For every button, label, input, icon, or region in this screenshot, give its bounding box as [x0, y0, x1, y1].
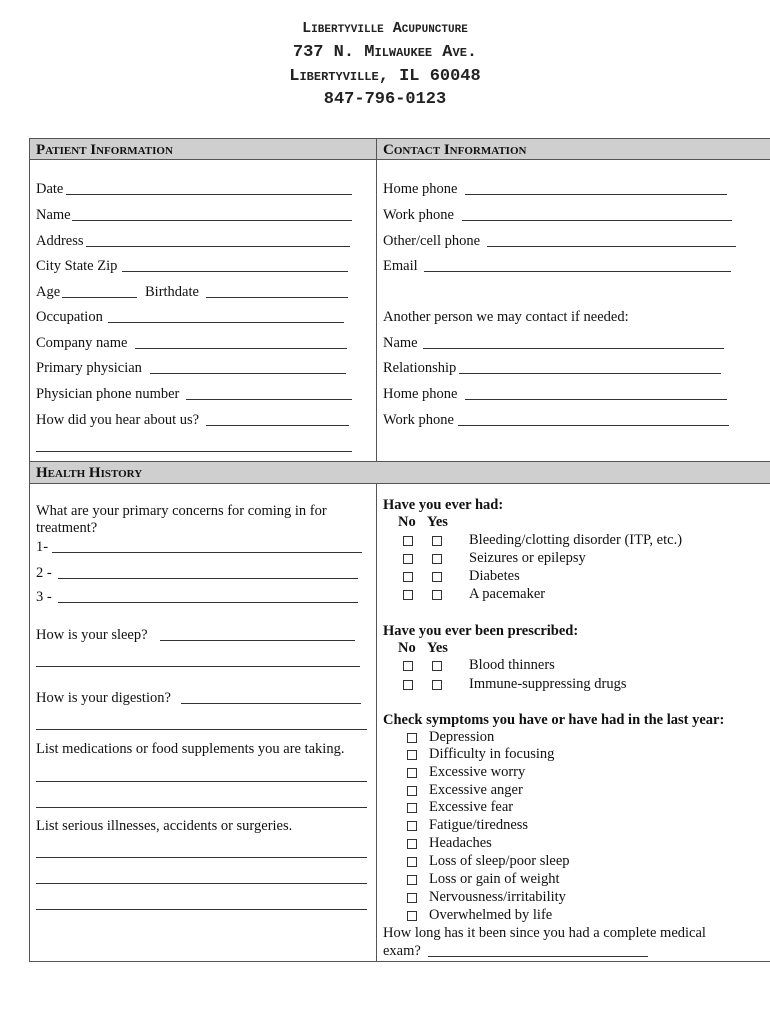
symptom-label: Excessive anger	[429, 782, 523, 798]
city-state-zip-label: City State Zip	[36, 258, 118, 274]
bleeding-yes-checkbox[interactable]	[432, 536, 442, 546]
city-state-zip-field[interactable]	[122, 257, 348, 272]
symptom-checkbox[interactable]	[407, 875, 417, 885]
physician-phone-field[interactable]	[186, 385, 352, 400]
digestion-field[interactable]	[181, 689, 361, 704]
sleep-field[interactable]	[160, 626, 355, 641]
exam-field[interactable]	[428, 942, 648, 957]
concerns-question: What are your primary concerns for coming in for	[36, 503, 327, 519]
symptom-label: Excessive worry	[429, 764, 526, 780]
symptom-label: Depression	[429, 729, 495, 745]
concern-1-field[interactable]	[52, 538, 362, 553]
symptom-checkbox[interactable]	[407, 786, 417, 796]
blood-thinners-label: Blood thinners	[469, 657, 555, 673]
cell-phone-label: Other/cell phone	[383, 233, 481, 249]
illnesses-field-1[interactable]	[36, 843, 367, 858]
sleep-field-line2[interactable]	[36, 652, 360, 667]
relationship-label: Relationship	[383, 360, 457, 376]
concern-3-label: 3 -	[36, 589, 52, 605]
immune-yes-checkbox[interactable]	[432, 680, 442, 690]
sleep-label: How is your sleep?	[36, 627, 148, 643]
symptom-label: Excessive fear	[429, 799, 514, 815]
bleeding-no-checkbox[interactable]	[403, 536, 413, 546]
name-label: Name	[36, 207, 71, 223]
diabetes-label: Diabetes	[469, 568, 520, 584]
symptom-checkbox[interactable]	[407, 911, 417, 921]
symptom-checkbox[interactable]	[407, 893, 417, 903]
clinic-address: 737 N. Milwaukee Ave.	[292, 43, 478, 62]
immune-no-checkbox[interactable]	[403, 680, 413, 690]
date-label: Date	[36, 181, 64, 197]
symptom-checkbox[interactable]	[407, 821, 417, 831]
medications-field-2[interactable]	[36, 793, 367, 808]
ever-had-yes-header: Yes	[427, 514, 448, 530]
blood-thinners-no-checkbox[interactable]	[403, 661, 413, 671]
symptom-label: Nervousness/irritability	[429, 889, 566, 905]
health-history-header: Health History	[29, 461, 770, 484]
bottom-column-divider	[376, 483, 377, 961]
address-label: Address	[36, 233, 84, 249]
digestion-field-line2[interactable]	[36, 715, 367, 730]
illnesses-field-2[interactable]	[36, 869, 367, 884]
symptoms-heading: Check symptoms you have or have had in the last year:	[383, 712, 725, 728]
pacemaker-label: A pacemaker	[469, 586, 546, 602]
physician-field[interactable]	[150, 359, 346, 374]
symptom-label: Fatigue/tiredness	[429, 817, 529, 833]
contact-home-phone-label: Home phone	[383, 386, 458, 402]
blood-thinners-yes-checkbox[interactable]	[432, 661, 442, 671]
prescribed-no-header: No	[398, 640, 416, 656]
work-phone-label: Work phone	[383, 207, 454, 223]
clinic-city: Libertyville, IL 60048	[289, 67, 481, 86]
emergency-contact-label: Another person we may contact if needed:	[383, 309, 629, 325]
address-field[interactable]	[86, 232, 350, 247]
symptom-checkbox[interactable]	[407, 750, 417, 760]
birthdate-field[interactable]	[206, 283, 348, 298]
pacemaker-yes-checkbox[interactable]	[432, 590, 442, 600]
referral-label: How did you hear about us?	[36, 412, 200, 428]
cell-phone-field[interactable]	[487, 232, 736, 247]
name-field[interactable]	[72, 206, 352, 221]
physician-phone-label: Physician phone number	[36, 386, 180, 402]
symptom-checkbox[interactable]	[407, 857, 417, 867]
home-phone-label: Home phone	[383, 181, 458, 197]
pacemaker-no-checkbox[interactable]	[403, 590, 413, 600]
ever-had-heading: Have you ever had:	[383, 497, 504, 513]
symptom-checkbox[interactable]	[407, 733, 417, 743]
seizures-no-checkbox[interactable]	[403, 554, 413, 564]
contact-info-header: Contact Information	[376, 138, 770, 160]
illnesses-label: List serious illnesses, accidents or surgeries.	[36, 818, 293, 834]
top-column-divider	[376, 138, 377, 461]
seizures-label: Seizures or epilepsy	[469, 550, 586, 566]
occupation-label: Occupation	[36, 309, 103, 325]
email-label: Email	[383, 258, 418, 274]
company-field[interactable]	[135, 334, 347, 349]
symptom-checkbox[interactable]	[407, 839, 417, 849]
symptom-checkbox[interactable]	[407, 768, 417, 778]
bleeding-label: Bleeding/clotting disorder (ITP, etc.)	[469, 532, 683, 548]
contact-work-phone-field[interactable]	[458, 411, 729, 426]
medications-label: List medications or food supplements you are taking.	[36, 741, 345, 757]
symptom-label: Loss or gain of weight	[429, 871, 560, 887]
prescribed-yes-header: Yes	[427, 640, 448, 656]
birthdate-label: Birthdate	[145, 284, 199, 300]
physician-label: Primary physician	[36, 360, 142, 376]
referral-field[interactable]	[206, 411, 349, 426]
age-label: Age	[36, 284, 61, 300]
patient-info-header: Patient Information	[29, 138, 377, 160]
symptom-label: Difficulty in focusing	[429, 746, 555, 762]
occupation-field[interactable]	[108, 308, 344, 323]
diabetes-no-checkbox[interactable]	[403, 572, 413, 582]
contact-home-phone-field[interactable]	[465, 385, 727, 400]
concern-1-label: 1-	[36, 539, 49, 555]
medications-field-1[interactable]	[36, 767, 367, 782]
age-field[interactable]	[62, 283, 137, 298]
clinic-name: Libertyville Acupuncture	[302, 20, 468, 37]
symptom-label: Loss of sleep/poor sleep	[429, 853, 570, 869]
concern-2-label: 2 -	[36, 565, 52, 581]
clinic-phone: 847-796-0123	[323, 90, 447, 109]
seizures-yes-checkbox[interactable]	[432, 554, 442, 564]
illnesses-field-3[interactable]	[36, 895, 367, 910]
symptom-label: Headaches	[429, 835, 492, 851]
contact-name-field[interactable]	[423, 334, 724, 349]
date-field[interactable]	[66, 180, 352, 195]
referral-field-line2[interactable]	[36, 437, 352, 452]
work-phone-field[interactable]	[462, 206, 732, 221]
home-phone-field[interactable]	[465, 180, 727, 195]
concerns-question-cont: treatment?	[36, 520, 98, 536]
exam-question-cont: exam?	[383, 943, 421, 959]
relationship-field[interactable]	[459, 359, 721, 374]
contact-name-label: Name	[383, 335, 418, 351]
prescribed-heading: Have you ever been prescribed:	[383, 623, 579, 639]
diabetes-yes-checkbox[interactable]	[432, 572, 442, 582]
ever-had-no-header: No	[398, 514, 416, 530]
company-label: Company name	[36, 335, 128, 351]
digestion-label: How is your digestion?	[36, 690, 171, 706]
symptom-label: Overwhelmed by life	[429, 907, 553, 923]
exam-question: How long has it been since you had a complete medical	[383, 925, 706, 941]
concern-2-field[interactable]	[58, 564, 358, 579]
email-field[interactable]	[424, 257, 731, 272]
immune-label: Immune-suppressing drugs	[469, 676, 627, 692]
concern-3-field[interactable]	[58, 588, 358, 603]
contact-work-phone-label: Work phone	[383, 412, 454, 428]
symptom-checkbox[interactable]	[407, 803, 417, 813]
